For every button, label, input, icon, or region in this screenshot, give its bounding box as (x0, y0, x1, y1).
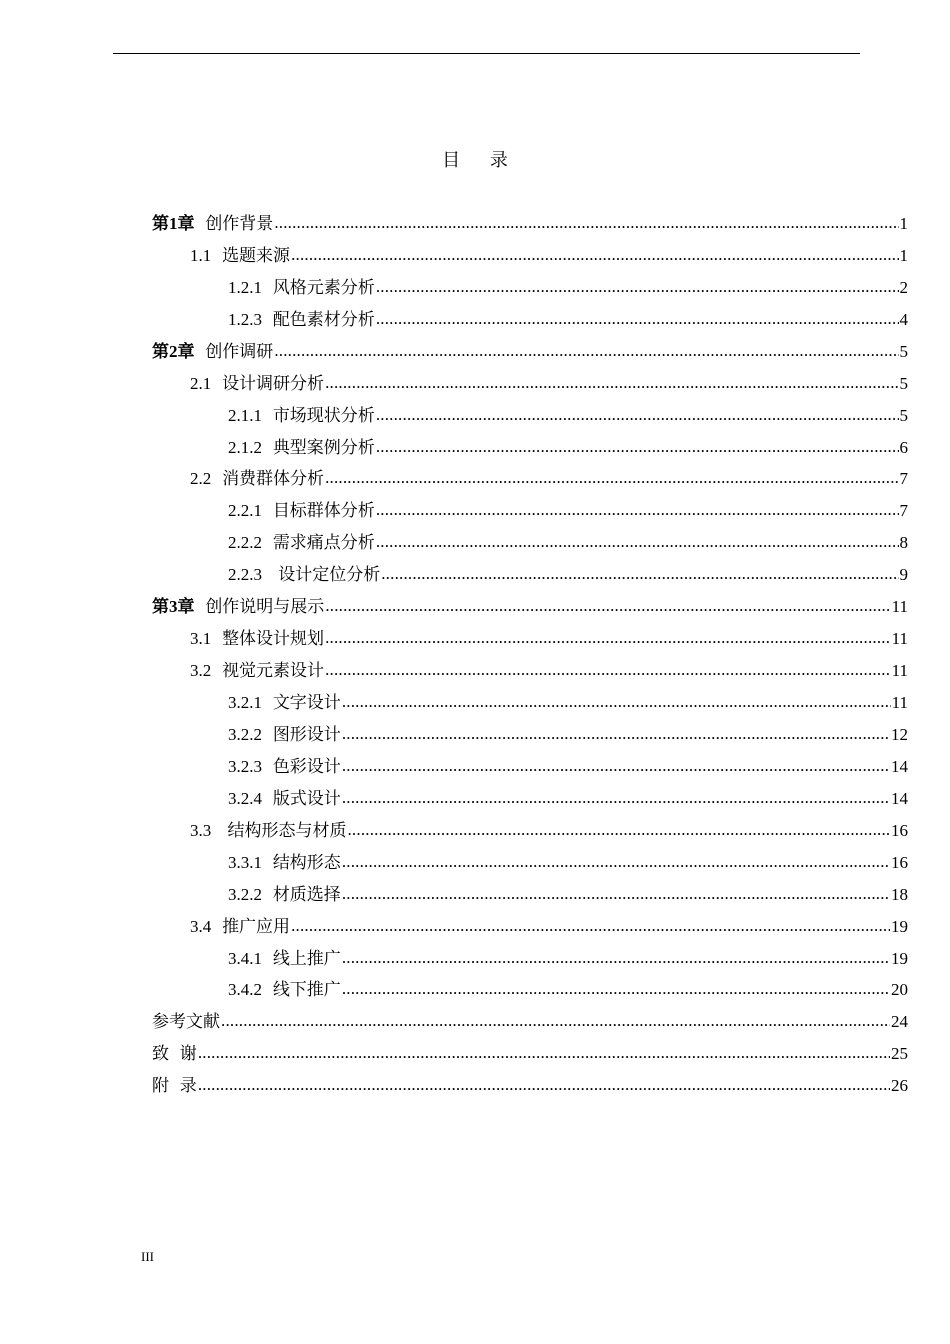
toc-entry-number: 3.3 (190, 820, 212, 840)
toc-leader-dots (342, 852, 890, 872)
toc-entry-page: 7 (899, 469, 908, 489)
toc-entry-page: 20 (891, 980, 908, 1000)
toc-entry-title: 参考文献 (152, 1012, 220, 1033)
toc-entry[interactable] (152, 206, 908, 238)
toc-entry-title: 消费群体分析 (222, 469, 325, 490)
toc-entry-number: 2.1.2 (228, 437, 262, 457)
table-of-contents (152, 206, 908, 1100)
toc-entry-title: 推广应用 (222, 916, 291, 937)
toc-entry[interactable] (152, 366, 908, 398)
toc-entry-number: 2.2.1 (228, 501, 262, 521)
toc-entry[interactable] (152, 813, 908, 845)
toc-entry-label (228, 757, 341, 777)
toc-entry-label (228, 501, 375, 521)
toc-entry-page: 16 (891, 852, 908, 872)
toc-entry-title: 选题来源 (222, 245, 291, 266)
toc-leader-dots (376, 309, 899, 329)
toc-leader-dots (325, 373, 898, 393)
toc-entry[interactable] (152, 302, 908, 334)
toc-entry-page: 11 (891, 661, 908, 681)
toc-entry-label (228, 406, 375, 426)
toc-entry[interactable] (152, 717, 908, 749)
toc-entry-title: 市场现状分析 (272, 405, 375, 426)
toc-entry-label (190, 917, 290, 937)
toc-entry-page: 14 (891, 756, 908, 776)
toc-leader-dots (325, 660, 891, 680)
toc-entry-number: 1.1 (190, 245, 212, 265)
toc-entry[interactable] (152, 909, 908, 941)
toc-entry-label (152, 342, 273, 362)
toc-entry-page: 1 (899, 213, 908, 233)
toc-entry-page: 16 (891, 820, 908, 840)
toc-entry-number: 3.2.3 (228, 756, 262, 776)
toc-leader-dots (221, 1011, 890, 1031)
toc-entry[interactable] (152, 1004, 908, 1036)
toc-entry-label (228, 885, 341, 905)
toc-entry-number: 1.2.3 (228, 309, 262, 329)
toc-entry-number: 第1章 (152, 213, 195, 233)
toc-entry-page: 18 (891, 884, 908, 904)
toc-entry-number: 第3章 (152, 597, 195, 617)
toc-leader-dots (381, 564, 898, 584)
toc-entry-page: 5 (899, 341, 908, 361)
toc-entry-title: 创作背景 (205, 213, 274, 234)
toc-leader-dots (342, 788, 890, 808)
toc-entry[interactable] (152, 525, 908, 557)
toc-entry-title: 线下推广 (272, 980, 341, 1001)
toc-entry-title: 风格元素分析 (272, 277, 375, 298)
toc-entry[interactable] (152, 845, 908, 877)
toc-leader-dots (342, 884, 890, 904)
toc-leader-dots (347, 820, 890, 840)
toc-entry-label (190, 469, 324, 489)
toc-entry-number: 3.1 (190, 629, 212, 649)
toc-entry-label (152, 214, 273, 234)
toc-entry-label (190, 246, 290, 266)
toc-entry-number: 2.2 (190, 469, 212, 489)
toc-entry-label (152, 1076, 197, 1096)
toc-entry-page: 19 (891, 916, 908, 936)
toc-leader-dots (342, 692, 891, 712)
toc-entry-label (228, 565, 380, 585)
toc-entry[interactable] (152, 430, 908, 462)
toc-entry-label (228, 533, 375, 553)
toc-entry-number: 第2章 (152, 341, 195, 361)
toc-entry-title: 配色素材分析 (272, 309, 375, 330)
header-rule (113, 53, 860, 54)
toc-entry-page: 11 (891, 597, 908, 617)
toc-entry-title: 创作说明与展示 (205, 597, 325, 618)
toc-entry-number: 3.3.1 (228, 852, 262, 872)
toc-entry-label (152, 1012, 220, 1032)
toc-entry-page: 26 (891, 1076, 908, 1096)
toc-entry-number: 3.2 (190, 661, 212, 681)
toc-entry-title: 设计调研分析 (222, 373, 325, 394)
toc-leader-dots (376, 405, 899, 425)
toc-entry-title: 典型案例分析 (272, 437, 375, 458)
toc-entry-title: 视觉元素设计 (222, 661, 325, 682)
toc-leader-dots (325, 628, 891, 648)
toc-entry-number: 3.2.2 (228, 884, 262, 904)
toc-entry[interactable] (152, 749, 908, 781)
toc-entry[interactable] (152, 1036, 908, 1068)
toc-entry-page: 19 (891, 948, 908, 968)
toc-leader-dots (291, 916, 890, 936)
toc-entry-title: 结构形态与材质 (222, 820, 347, 841)
toc-leader-dots (291, 245, 898, 265)
toc-entry-label (228, 725, 341, 745)
toc-entry-page: 25 (891, 1044, 908, 1064)
toc-leader-dots (376, 532, 899, 552)
toc-entry-page: 1 (899, 245, 908, 265)
toc-entry-title: 材质选择 (272, 884, 341, 905)
toc-entry-page: 12 (891, 724, 908, 744)
toc-leader-dots (342, 948, 890, 968)
page-number-footer: III (141, 1249, 154, 1264)
toc-entry[interactable] (152, 653, 908, 685)
toc-entry-number: 3.2.1 (228, 693, 262, 712)
toc-leader-dots (274, 213, 898, 233)
toc-entry-page: 5 (899, 373, 908, 393)
toc-leader-dots (342, 979, 890, 999)
toc-leader-dots (274, 341, 898, 361)
toc-entry[interactable] (152, 621, 908, 653)
toc-entry[interactable] (152, 270, 908, 302)
toc-entry-number: 3.2.4 (228, 788, 262, 808)
toc-entry-title: 版式设计 (272, 788, 341, 809)
toc-leader-dots (376, 437, 899, 457)
toc-leader-dots (342, 724, 890, 744)
toc-entry[interactable] (152, 781, 908, 813)
toc-entry-label (228, 310, 375, 330)
toc-leader-dots (376, 277, 899, 297)
toc-entry-page: 2 (899, 277, 908, 297)
toc-entry-page: 4 (899, 309, 908, 329)
toc-entry-label (228, 789, 341, 809)
toc-entry-number: 3.2.2 (228, 724, 262, 744)
toc-entry-title: 整体设计规划 (222, 629, 325, 650)
toc-entry-number: 2.2.3 (228, 565, 262, 585)
toc-entry-label (228, 949, 341, 969)
toc-title: 目 录 (442, 150, 520, 171)
toc-entry-title: 结构形态 (272, 852, 341, 873)
toc-entry[interactable] (152, 557, 908, 589)
toc-entry-label (228, 438, 375, 458)
toc-entry-label (228, 853, 341, 873)
toc-entry-page: 7 (899, 501, 908, 521)
toc-entry-page: 8 (899, 533, 908, 553)
toc-entry-label (190, 629, 324, 649)
toc-entry-number: 3.4.2 (228, 980, 262, 1000)
toc-entry-page: 11 (891, 693, 908, 712)
toc-entry-title: 设计定位分析 (272, 565, 381, 586)
toc-leader-dots (376, 500, 899, 520)
toc-entry-title: 附 录 (152, 1076, 197, 1097)
toc-entry-title: 色彩设计 (272, 756, 341, 777)
toc-entry-title: 目标群体分析 (272, 501, 375, 522)
toc-entry[interactable] (152, 973, 908, 1005)
toc-entry-number: 3.4.1 (228, 948, 262, 968)
toc-entry-title: 文字设计 (272, 693, 341, 713)
toc-entry-page: 6 (899, 437, 908, 457)
toc-entry-number: 2.1.1 (228, 405, 262, 425)
toc-entry[interactable] (152, 877, 908, 909)
toc-entry-label (152, 1044, 197, 1064)
toc-entry-page: 11 (891, 629, 908, 649)
toc-entry-label (190, 821, 346, 841)
toc-entry-label (152, 597, 324, 617)
toc-entry-title: 创作调研 (205, 341, 274, 362)
toc-leader-dots (198, 1043, 890, 1063)
toc-entry-label (228, 693, 341, 713)
toc-entry-page: 5 (899, 405, 908, 425)
toc-entry-number: 2.2.2 (228, 533, 262, 553)
toc-entry[interactable] (152, 398, 908, 430)
toc-entry-number: 1.2.1 (228, 277, 262, 297)
toc-entry-title: 需求痛点分析 (272, 533, 375, 554)
toc-entry-label (190, 661, 324, 681)
toc-entry[interactable] (152, 462, 908, 494)
toc-entry[interactable] (152, 334, 908, 366)
toc-entry-label (228, 980, 341, 1000)
toc-entry-label (228, 278, 375, 298)
toc-leader-dots (325, 468, 898, 488)
toc-entry[interactable] (152, 589, 908, 621)
toc-leader-dots (325, 596, 890, 616)
toc-leader-dots (342, 756, 890, 776)
toc-entry-page: 9 (899, 565, 908, 585)
toc-entry-page: 24 (891, 1012, 908, 1032)
toc-entry-title: 线上推广 (272, 948, 341, 969)
toc-entry[interactable] (152, 941, 908, 973)
toc-leader-dots (198, 1075, 890, 1095)
toc-entry[interactable] (152, 493, 908, 525)
toc-entry-title: 图形设计 (272, 724, 341, 745)
toc-entry-title: 致 谢 (152, 1044, 197, 1065)
toc-entry[interactable] (152, 685, 908, 717)
toc-entry-label (190, 374, 324, 394)
toc-entry-number: 2.1 (190, 373, 212, 393)
toc-entry[interactable] (152, 238, 908, 270)
toc-entry-number: 3.4 (190, 916, 212, 936)
toc-entry[interactable] (152, 1068, 908, 1100)
toc-entry-page: 14 (891, 788, 908, 808)
